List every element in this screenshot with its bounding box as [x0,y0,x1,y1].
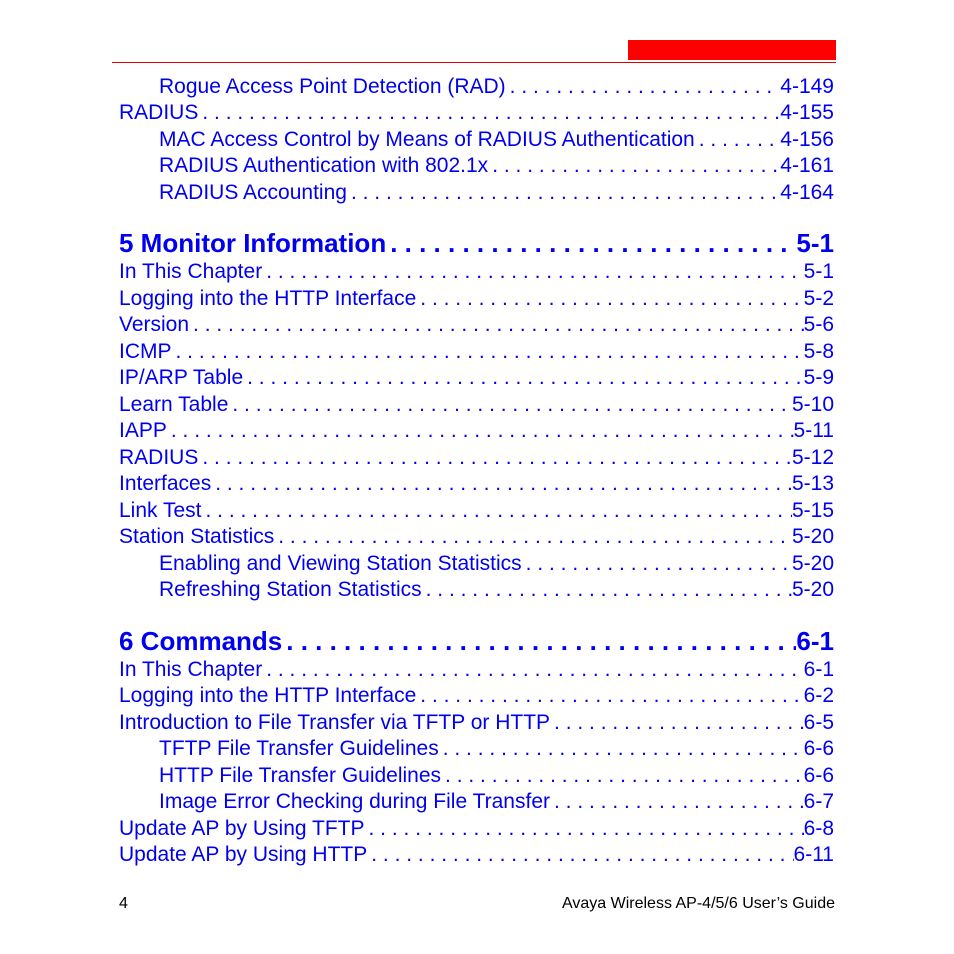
toc-chapter-heading[interactable] [119,227,834,259]
toc-entry-title: RADIUS [119,446,199,469]
toc-entry[interactable] [159,789,834,815]
toc-entry-title: 5 Monitor Information [119,228,387,258]
toc-entry-page: 4-155 [780,101,834,124]
toc-entry-title: RADIUS [119,101,199,124]
toc-entry-page: 6-5 [803,711,834,734]
footer-page-number: 4 [119,895,128,912]
dot-leader [488,153,780,179]
toc-entry-title: Logging into the HTTP Interface [119,684,417,707]
dot-leader [416,286,803,312]
dot-leader [550,710,804,736]
dot-leader [167,418,794,444]
toc-entry-title: 6 Commands [119,626,283,656]
toc-entry-title: TFTP File Transfer Guidelines [159,737,439,760]
toc-entry[interactable] [119,498,834,524]
dot-leader [367,842,793,868]
toc-entry-page: 5-20 [791,578,834,601]
toc-entry[interactable] [119,365,834,391]
toc-entry-title: Logging into the HTTP Interface [119,287,417,310]
toc-entry[interactable] [119,842,834,868]
toc-entry-page: 6-6 [803,737,834,760]
toc-entry-title: ICMP [119,340,172,363]
toc-entry[interactable] [119,445,834,471]
toc-entry[interactable] [159,736,834,762]
toc-entry-page: 5-6 [803,313,834,336]
dot-leader [274,524,792,550]
toc-entry-page: 5-10 [791,393,834,416]
toc-entry[interactable] [119,816,834,842]
toc-entry-page: 6-1 [803,658,834,681]
toc-entry[interactable] [159,577,834,603]
dot-leader [365,816,804,842]
toc-entry-title: In This Chapter [119,260,263,283]
toc-entry-title: HTTP File Transfer Guidelines [159,764,442,787]
toc-entry-page: 4-149 [780,75,834,98]
toc-entry-title: In This Chapter [119,658,263,681]
dot-leader [416,683,803,709]
toc-entry-page: 4-164 [780,181,834,204]
toc-entry-title: Version [119,313,190,336]
toc-entry[interactable] [119,259,834,285]
toc-entry-title: IAPP [119,419,167,442]
dot-leader [198,445,792,471]
dot-leader [439,736,804,762]
dot-leader [386,227,796,259]
dot-leader [198,100,780,126]
toc-entry-title: Enabling and Viewing Station Statistics [159,552,522,575]
dot-leader [522,551,792,577]
toc-entry-page: 5-12 [791,446,834,469]
toc-entry-title: IP/ARP Table [119,366,244,389]
dot-leader [282,625,796,657]
toc-entry-title: MAC Access Control by Means of RADIUS Authentication [159,128,695,151]
toc-entry[interactable] [119,392,834,418]
toc-entry[interactable] [119,471,834,497]
toc-entry-page: 5-11 [793,419,834,442]
toc-entry-page: 5-9 [803,366,834,389]
toc-entry[interactable] [159,74,834,100]
toc-entry-page: 5-1 [803,260,834,283]
dot-leader [506,74,781,100]
toc-entry-title: Introduction to File Transfer via TFTP or HTTP [119,711,551,734]
dot-leader [202,498,792,524]
toc-entry-page: 5-15 [791,499,834,522]
toc-entry-title: Refreshing Station Statistics [159,578,422,601]
toc-entry-page: 4-156 [780,128,834,151]
toc-entry[interactable] [119,312,834,338]
toc-entry-page: 6-2 [803,684,834,707]
toc-entry[interactable] [159,551,834,577]
dot-leader [695,127,781,153]
toc-entry-title: Update AP by Using TFTP [119,817,365,840]
toc-entry-page: 4-161 [780,154,834,177]
toc-entry[interactable] [119,683,834,709]
toc-entry[interactable] [119,418,834,444]
toc-entry[interactable] [159,763,834,789]
toc-entry-page: 5-20 [791,525,834,548]
toc-entry-page: 5-8 [803,340,834,363]
dot-leader [422,577,792,603]
toc-entry-title: Interfaces [119,472,212,495]
toc-entry-page: 6-8 [803,817,834,840]
footer-doc-title: Avaya Wireless AP-4/5/6 User’s Guide [561,895,835,912]
toc-entry-page: 6-11 [793,843,834,866]
dot-leader [228,392,792,418]
dot-leader [172,339,804,365]
dot-leader [262,657,803,683]
toc-entry-page: 6-6 [803,764,834,787]
dot-leader [262,259,803,285]
toc-entry-title: Learn Table [119,393,229,416]
dot-leader [347,180,780,206]
toc-entry-title: RADIUS Accounting [159,181,347,204]
toc-entry-page: 5-1 [796,228,834,258]
toc-entry[interactable] [119,339,834,365]
toc-entry-title: RADIUS Authentication with 802.1x [159,154,489,177]
toc-entry-title: Image Error Checking during File Transfer [159,790,550,813]
toc-entry-page: 6-7 [803,790,834,813]
dot-leader [211,471,792,497]
toc-entry[interactable] [159,153,834,179]
toc-entry[interactable] [119,710,834,736]
toc-entry-title: Update AP by Using HTTP [119,843,368,866]
toc-entry-page: 5-13 [791,472,834,495]
dot-leader [441,763,804,789]
toc-entry-page: 5-2 [803,287,834,310]
toc-entry[interactable] [159,127,834,153]
dot-leader [550,789,804,815]
toc-entry-title: Rogue Access Point Detection (RAD) [159,75,506,98]
toc-chapter-heading[interactable] [119,625,834,657]
toc-entry[interactable] [119,100,834,126]
toc-entry[interactable] [159,180,834,206]
dot-leader [189,312,804,338]
toc-entry-title: Station Statistics [119,525,275,548]
toc-entry-page: 6-1 [796,626,834,656]
toc-entry[interactable] [119,286,834,312]
dot-leader [243,365,804,391]
toc-entry[interactable] [119,657,834,683]
toc-entry[interactable] [119,524,834,550]
toc-entry-page: 5-20 [791,552,834,575]
toc-entry-title: Link Test [119,499,202,522]
